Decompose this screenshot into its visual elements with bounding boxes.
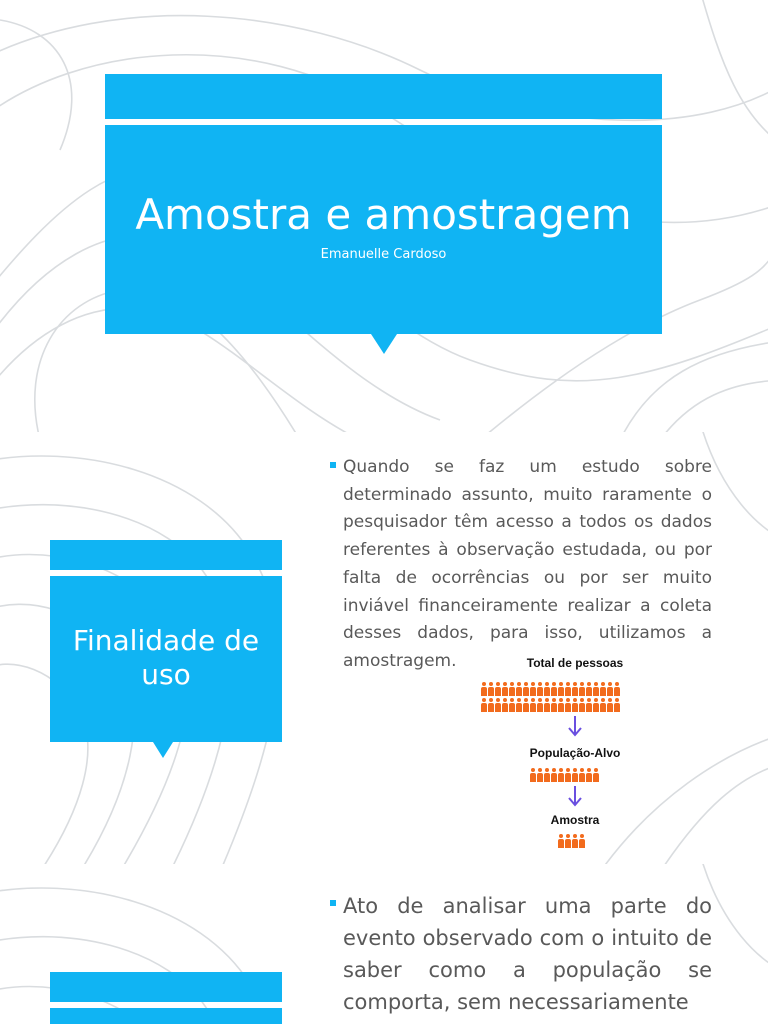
section-title: Finalidade de uso (72, 624, 260, 691)
person-icon (579, 698, 585, 712)
person-icon (558, 834, 564, 848)
person-icon (488, 682, 494, 696)
label-populacao-alvo: População-Alvo (529, 746, 621, 760)
person-icon (572, 834, 578, 848)
slide-finalidade (0, 432, 768, 864)
presentation-title: Amostra e amostragem (135, 190, 632, 239)
bullet-text: Quando se faz um estudo sobre determinado assunto, muito raramente o pesquisador têm acesso a todos os dados referentes à observação estudada, ou por falta de ocorrências ou por ser muito inviável financeiramente realizar a coleta desses dados, para isso, utilizamos a amostragem. (343, 457, 712, 671)
person-icon (481, 698, 487, 712)
person-icon (607, 682, 613, 696)
person-icon (593, 682, 599, 696)
person-icon (544, 682, 550, 696)
bullet-paragraph (330, 454, 712, 676)
person-icon (572, 682, 578, 696)
person-icon (593, 698, 599, 712)
person-icon (530, 768, 536, 782)
section-header-band (50, 972, 282, 1002)
person-icon (572, 698, 578, 712)
person-icon (586, 768, 592, 782)
people-row-total-1 (481, 682, 620, 696)
slide-definicao (0, 864, 768, 1024)
person-icon (565, 682, 571, 696)
person-icon (565, 768, 571, 782)
person-icon (558, 698, 564, 712)
person-icon (614, 682, 620, 696)
title-header-band (105, 74, 662, 119)
arrow-down-icon (567, 786, 583, 808)
person-icon (509, 682, 515, 696)
person-icon (502, 682, 508, 696)
author-name: Emanuelle Cardoso (320, 247, 447, 262)
person-icon (600, 698, 606, 712)
person-icon (495, 698, 501, 712)
bullet-text: Ato de analisar uma parte do evento observado com o intuito de saber como a população se comporta, sem necessariamente (343, 894, 712, 1014)
person-icon (537, 698, 543, 712)
person-icon (572, 768, 578, 782)
person-icon (558, 768, 564, 782)
bullet-square-icon (330, 900, 336, 906)
person-icon (586, 698, 592, 712)
person-icon (509, 698, 515, 712)
person-icon (558, 682, 564, 696)
person-icon (551, 682, 557, 696)
person-icon (502, 698, 508, 712)
person-icon (565, 698, 571, 712)
person-icon (530, 698, 536, 712)
person-icon (579, 768, 585, 782)
person-icon (579, 682, 585, 696)
person-icon (537, 682, 543, 696)
person-icon (516, 698, 522, 712)
label-amostra: Amostra (550, 813, 600, 827)
person-icon (551, 768, 557, 782)
slide-title (0, 0, 768, 432)
section-box-pointer (153, 742, 173, 758)
person-icon (593, 768, 599, 782)
person-icon (495, 682, 501, 696)
section-header-band (50, 540, 282, 570)
person-icon (523, 698, 529, 712)
person-icon (579, 834, 585, 848)
person-icon (523, 682, 529, 696)
arrow-down-icon (567, 716, 583, 738)
person-icon (565, 834, 571, 848)
people-row-amostra (558, 834, 585, 848)
people-row-populacao (530, 768, 599, 782)
person-icon (614, 698, 620, 712)
label-total-de-pessoas: Total de pessoas (526, 656, 624, 670)
person-icon (488, 698, 494, 712)
person-icon (530, 682, 536, 696)
bullet-square-icon (330, 462, 336, 468)
person-icon (607, 698, 613, 712)
sampling-diagram (470, 654, 680, 854)
title-box-pointer (371, 334, 397, 354)
person-icon (586, 682, 592, 696)
bullet-paragraph (330, 890, 712, 1018)
section-title-box (50, 1008, 282, 1024)
person-icon (600, 682, 606, 696)
person-icon (544, 698, 550, 712)
person-icon (481, 682, 487, 696)
person-icon (516, 682, 522, 696)
person-icon (551, 698, 557, 712)
person-icon (544, 768, 550, 782)
person-icon (537, 768, 543, 782)
people-row-total-2 (481, 698, 620, 712)
